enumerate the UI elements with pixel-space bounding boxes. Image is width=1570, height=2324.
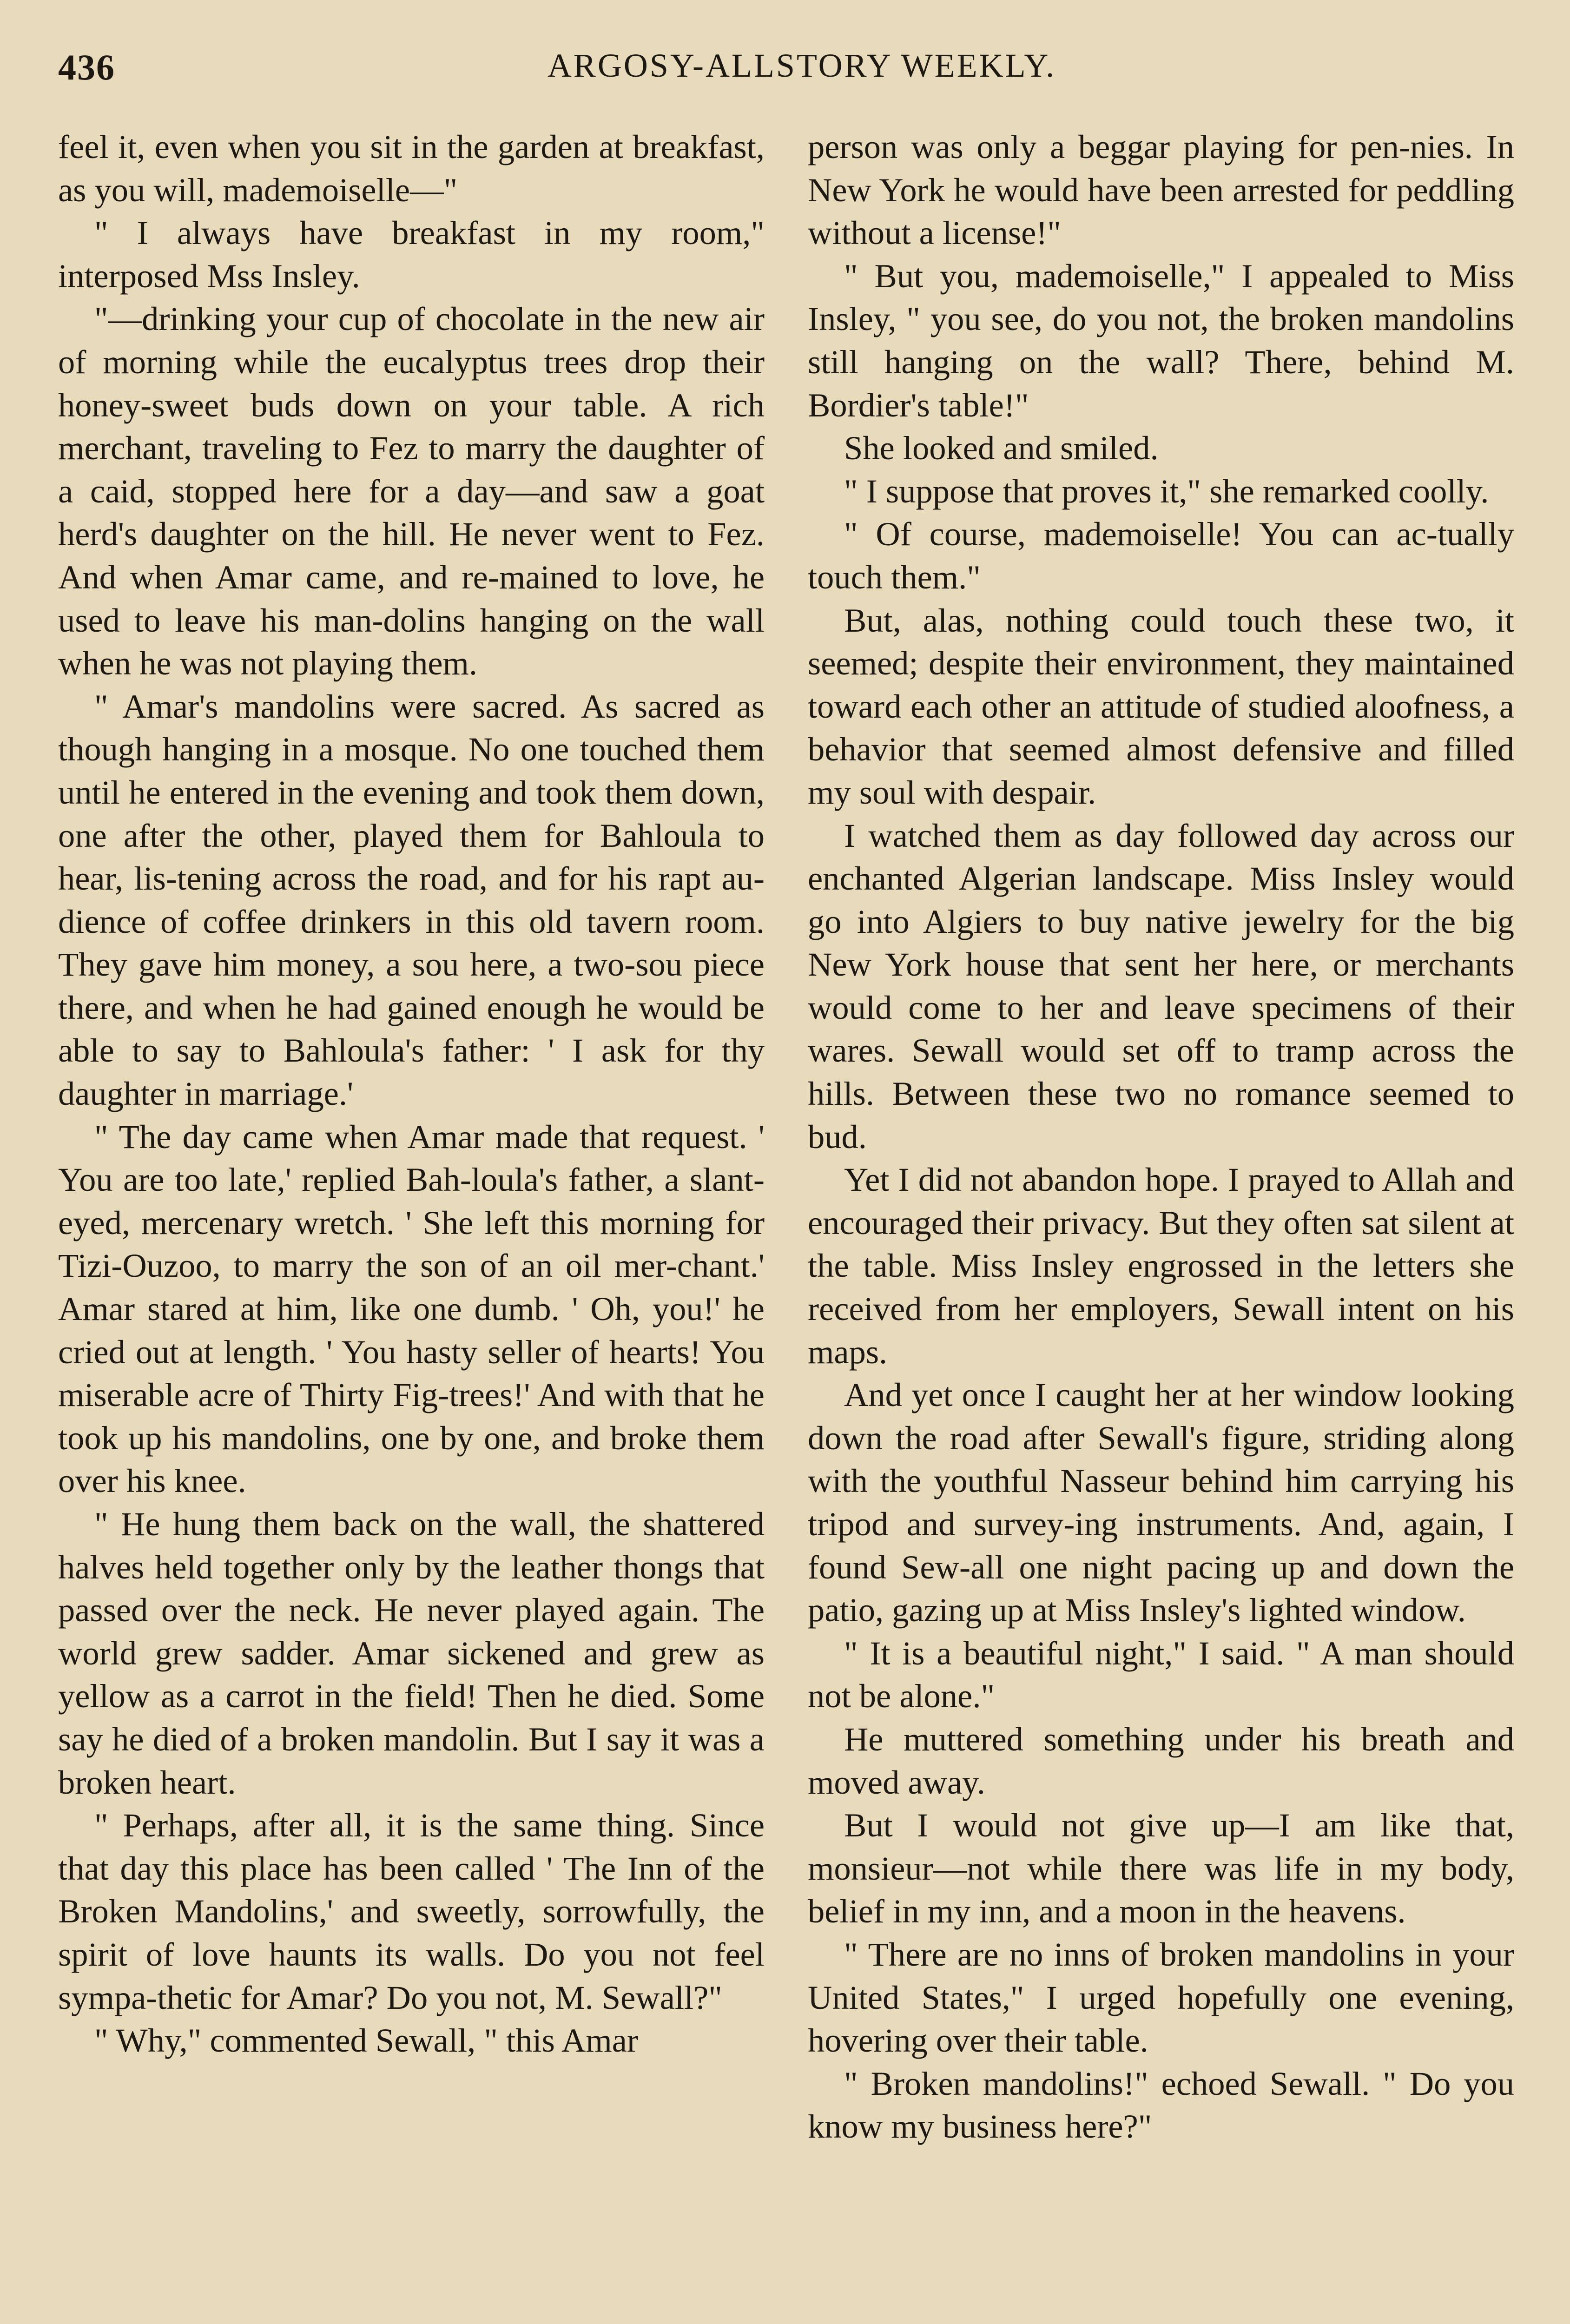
paragraph: " Broken mandolins!" echoed Sewall. " Do you know my business here?"	[808, 2064, 1514, 2146]
page-number: 436	[58, 47, 115, 87]
paragraph: And yet once I caught her at her window looking down the road after Sewall's figure, striding along with the youthful Nasseur behind him carrying his tripod and survey-ing instruments. And, again, I found Sew-all one night pacing up and down the patio, gazing up at Miss Insley's lighted window.	[808, 1376, 1514, 1629]
paragraph: But, alas, nothing could touch these two, it seemed; despite their environment, they maintained toward each other an attitude of studied aloofness, a behavior that seemed almost defensive and filled my soul with despair.	[808, 601, 1514, 811]
left-column	[58, 125, 765, 2324]
paragraph: She looked and smiled.	[844, 429, 1159, 467]
paragraph: " Amar's mandolins were sacred. As sacred as though hanging in a mosque. No one touched them until he entered in the evening and took them down, one after the other, played them for Bahloula to hear, lis-tening across the road, and for his rapt au-dience of coffee drinkers in this old tavern room. They gave him money, a sou here, a two-sou piece there, and when he had gained enough he would be able to say to Bahloula's father: ' I ask for thy daughter in marriage.'	[58, 687, 765, 1113]
paragraph: " He hung them back on the wall, the shattered halves held together only by the leather thongs that passed over the neck. He never played again. The world grew sadder. Amar sickened and grew as yellow as a carrot in the field! Then he died. Some say he died of a broken mandolin. But I say it was a broken heart.	[58, 1505, 765, 1801]
paragraph: " The day came when Amar made that request. ' You are too late,' replied Bah-loula's father, a slant-eyed, mercenary wretch. ' She left this morning for Tizi-Ouzoo, to marry the son of an oil mer-chant.' Amar stared at him, like one dumb. ' Oh, you!' he cried out at length. ' You hasty seller of hearts! You miserable acre of Thirty Fig-trees!' And with that he took up his mandolins, one by one, and broke them over his knee.	[58, 1117, 765, 1500]
paragraph: " It is a beautiful night," I said. " A man should not be alone."	[808, 1634, 1514, 1715]
paragraph: feel it, even when you sit in the garden at breakfast, as you will, mademoiselle—"	[58, 128, 765, 209]
paragraph: " I always have breakfast in my room," interposed Mss Insley.	[58, 214, 765, 295]
paragraph: Yet I did not abandon hope. I prayed to Allah and encouraged their privacy. But they often sat silent at the table. Miss Insley engrossed in the letters she received from her employers, Sewall intent on his maps.	[808, 1161, 1514, 1371]
paragraph: But I would not give up—I am like that, monsieur—not while there was life in my body, belief in my inn, and a moon in the heavens.	[808, 1806, 1514, 1930]
paragraph: " Of course, mademoiselle! You can ac-tually touch them."	[808, 515, 1514, 596]
paragraph: person was only a beggar playing for pen-nies. In New York he would have been arrested for peddling without a license!"	[808, 128, 1514, 252]
paragraph: "—drinking your cup of chocolate in the new air of morning while the eucalyptus trees drop their honey-sweet buds down on your table. A rich merchant, traveling to Fez to marry the daughter of a caid, stopped here for a day—and saw a goat herd's daughter on the hill. He never went to Fez. And when Amar came, and re-mained to love, he used to leave his man-dolins hanging on the wall when he was not playing them.	[58, 300, 765, 682]
paragraph: I watched them as day followed day across our enchanted Algerian landscape. Miss Insley would go into Algiers to buy native jewelry for the big New York house that sent her here, or merchants would come to her and leave specimens of their wares. Sewall would set off to tramp across the hills. Between these two no romance seemed to bud.	[808, 816, 1514, 1155]
paragraph: " But you, mademoiselle," I appealed to Miss Insley, " you see, do you not, the broken mandolins still hanging on the wall? There, behind M. Bordier's table!"	[808, 257, 1514, 424]
paragraph: " Why," commented Sewall, " this Amar	[94, 2021, 639, 2060]
paragraph: He muttered something under his breath and moved away.	[808, 1720, 1514, 1801]
paragraph: " Perhaps, after all, it is the same thing. Since that day this place has been called ' The Inn of the Broken Mandolins,' and sweetly, sorrowfully, the spirit of love haunts its walls. Do you not feel sympa-thetic for Amar? Do you not, M. Sewall?"	[58, 1806, 765, 2016]
paragraph: " I suppose that proves it," she remarked coolly.	[844, 472, 1489, 510]
page-header	[58, 46, 1545, 98]
right-column	[808, 125, 1514, 2324]
paragraph: " There are no inns of broken mandolins in your United States," I urged hopefully one evening, hovering over their table.	[808, 1935, 1514, 2060]
running-head: ARGOSY-ALLSTORY WEEKLY.	[547, 47, 1056, 84]
